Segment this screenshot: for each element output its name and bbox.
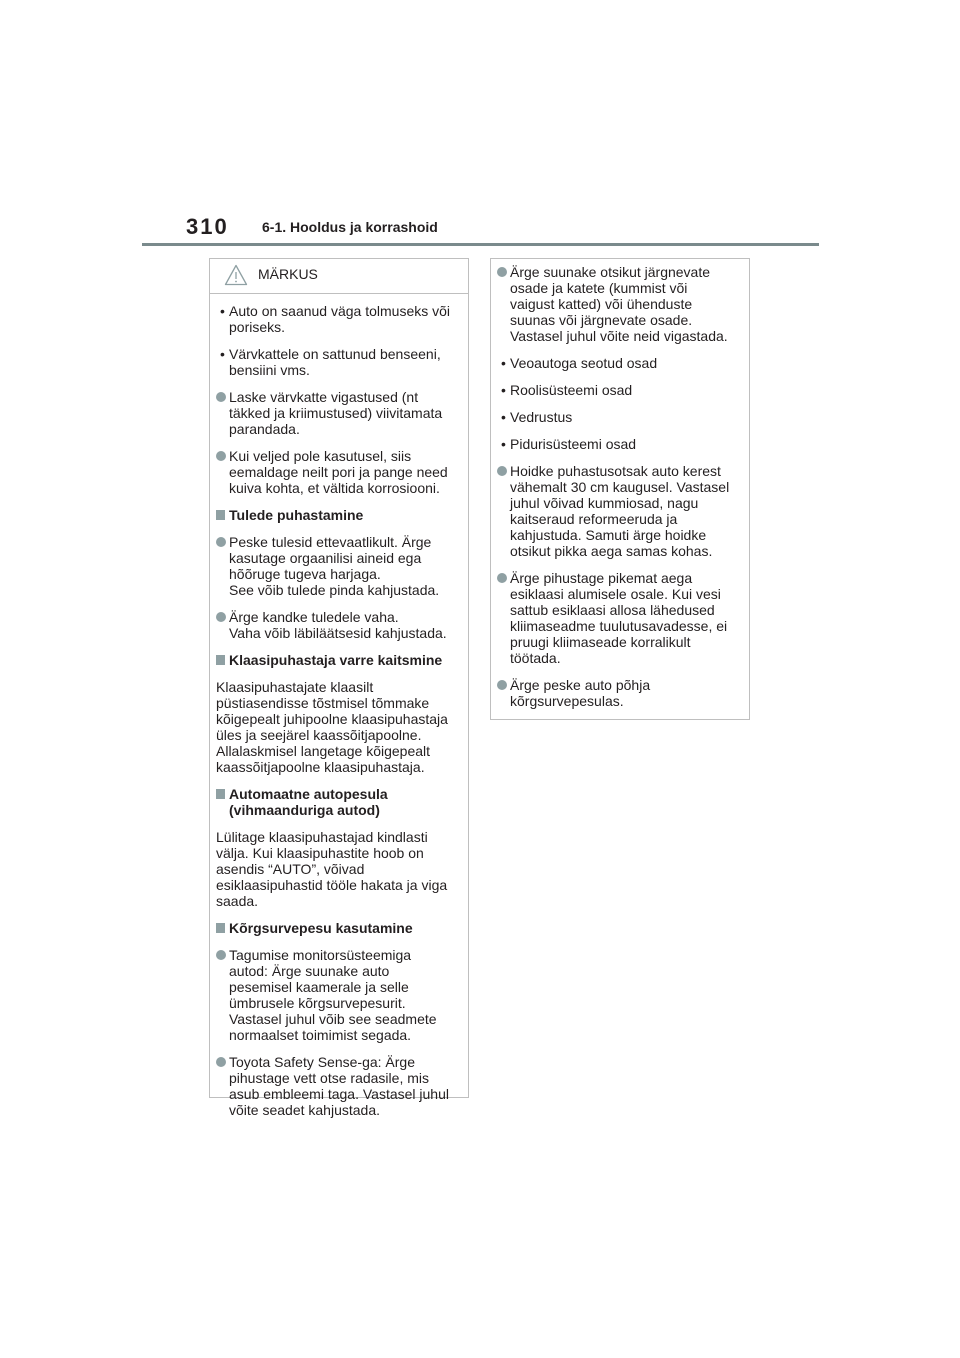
item-text: Kui veljed pole kasutusel, siis eemaldage neilt pori ja pange need kuiva kohta, et vältida korrosiooni. — [229, 448, 448, 496]
notice-content-left — [210, 303, 468, 1118]
page-header — [0, 0, 960, 250]
item-text: Lülitage klaasipuhastajad kindlasti välja. Kui klaasipuhastite hoob on asendis “AUTO”, võivad esiklaasipuhastid tööle hakata ja viga saada. — [216, 829, 448, 909]
bullet-item — [216, 303, 460, 335]
notice-header — [210, 259, 468, 294]
item-text: Ärge peske auto põhja kõrgsurvepesulas. — [510, 677, 651, 709]
item-text: Klaasipuhastajate klaasilt püstiasendisse tõstmisel tõmmake kõigepealt juhipoolne klaasipuhastaja üles ja seejärel kaassõitjapoolne. Allalaskmisel langetage kõigepealt kaassõitjapoolne klaasipuhastaja. — [216, 679, 448, 775]
circle-bullet-item — [497, 264, 741, 344]
item-text: Toyota Safety Sense-ga: Ärge pihustage vett otse radasile, mis asub embleemi taga. Vastasel juhul võite seadet kahjustada. — [229, 1054, 449, 1118]
circle-bullet-item — [216, 448, 460, 496]
circle-bullet-item — [216, 1054, 460, 1118]
item-text: Tulede puhastamine — [229, 507, 364, 523]
bullet-dot: • — [501, 355, 506, 371]
circle-bullet-icon — [497, 573, 507, 583]
circle-bullet-icon — [497, 680, 507, 690]
bullet-item — [497, 409, 741, 425]
item-text: Kõrgsurvepesu kasutamine — [229, 920, 413, 936]
circle-bullet-item — [216, 389, 460, 437]
paragraph — [216, 679, 460, 775]
item-text: Pidurisüsteemi osad — [510, 436, 637, 452]
circle-bullet-item — [216, 947, 460, 1043]
circle-bullet-icon — [216, 392, 226, 402]
item-text: Roolisüsteemi osad — [510, 382, 633, 398]
bullet-dot: • — [501, 382, 506, 398]
circle-bullet-icon — [216, 1057, 226, 1067]
section-heading — [216, 652, 460, 668]
item-text: Ärge kandke tuledele vaha. Vaha võib läbiläätsesid kahjustada. — [229, 609, 447, 641]
circle-bullet-icon — [216, 950, 226, 960]
notice-label: MÄRKUS — [258, 266, 318, 282]
section-heading — [216, 920, 460, 936]
bullet-item — [497, 382, 741, 398]
notice-content-right — [491, 259, 749, 709]
circle-bullet-item — [216, 609, 460, 641]
circle-bullet-item — [497, 677, 741, 709]
bullet-dot: • — [220, 303, 225, 319]
item-text: Ärge suunake otsikut järgnevate osade ja katete (kummist või vaigust katted) või ühenduste suunas või järgnevate osade. Vastasel juhul võite neid vigastada. — [510, 264, 728, 344]
square-bullet-icon — [216, 789, 225, 799]
square-bullet-icon — [216, 510, 225, 520]
square-bullet-icon — [216, 923, 225, 933]
bullet-item — [497, 355, 741, 371]
circle-bullet-icon — [216, 537, 226, 547]
circle-bullet-item — [216, 534, 460, 598]
bullet-dot: • — [501, 409, 506, 425]
section-heading — [216, 786, 460, 818]
header-divider — [142, 243, 819, 246]
bullet-item — [216, 346, 460, 378]
circle-bullet-item — [497, 570, 741, 666]
item-text: Klaasipuhastaja varre kaitsmine — [229, 652, 443, 668]
circle-bullet-icon — [216, 451, 226, 461]
item-text: Auto on saanud väga tolmuseks või poriseks. — [229, 303, 451, 335]
circle-bullet-item — [497, 463, 741, 559]
item-text: Peske tulesid ettevaatlikult. Ärge kasutage orgaanilisi aineid ega hõõruge tugeva harjaga. See võib tulede pinda kahjustada. — [229, 534, 440, 598]
notice-box-right — [490, 258, 750, 720]
item-text: Hoidke puhastusotsak auto kerest vähemalt 30 cm kaugusel. Vastasel juhul võivad kummiosad, nagu kaitseraud reformeeruda ja kahjustuda. Samuti ärge hoidke otsikut pikka aega samas kohas. — [510, 463, 730, 559]
section-title: 6-1. Hooldus ja korrashoid — [262, 219, 438, 235]
item-text: Värvkattele on sattunud benseeni, bensiini vms. — [229, 346, 441, 378]
circle-bullet-icon — [216, 612, 226, 622]
item-text: Automaatne autopesula (vihmaanduriga autod) — [229, 786, 388, 818]
bullet-item — [497, 436, 741, 452]
circle-bullet-icon — [497, 267, 507, 277]
item-text: Vedrustus — [510, 409, 573, 425]
section-heading — [216, 507, 460, 523]
bullet-dot: • — [220, 346, 225, 362]
item-text: Tagumise monitorsüsteemiga autod: Ärge suunake auto pesemisel kaamerale ja selle ümbrusele kõrgsurvepesurit. Vastasel juhul võib see seadmete normaalset toimimist segada. — [229, 947, 437, 1043]
notice-box-left — [209, 258, 469, 1118]
square-bullet-icon — [216, 655, 225, 665]
paragraph — [216, 829, 460, 909]
item-text: Ärge pihustage pikemat aega esiklaasi alumisele osale. Kui vesi sattub esiklaasi allosa lähedused kliimaseadme tuulutusavadesse, ei pruugi kliimaseade korralikult töötada. — [510, 570, 728, 666]
bullet-dot: • — [501, 436, 506, 452]
warning-triangle-icon — [224, 264, 248, 286]
item-text: Veoautoga seotud osad — [510, 355, 658, 371]
item-text: Laske värvkatte vigastused (nt täkked ja kriimustused) viivitamata parandada. — [229, 389, 443, 437]
page-number: 310 — [186, 214, 229, 239]
circle-bullet-icon — [497, 466, 507, 476]
